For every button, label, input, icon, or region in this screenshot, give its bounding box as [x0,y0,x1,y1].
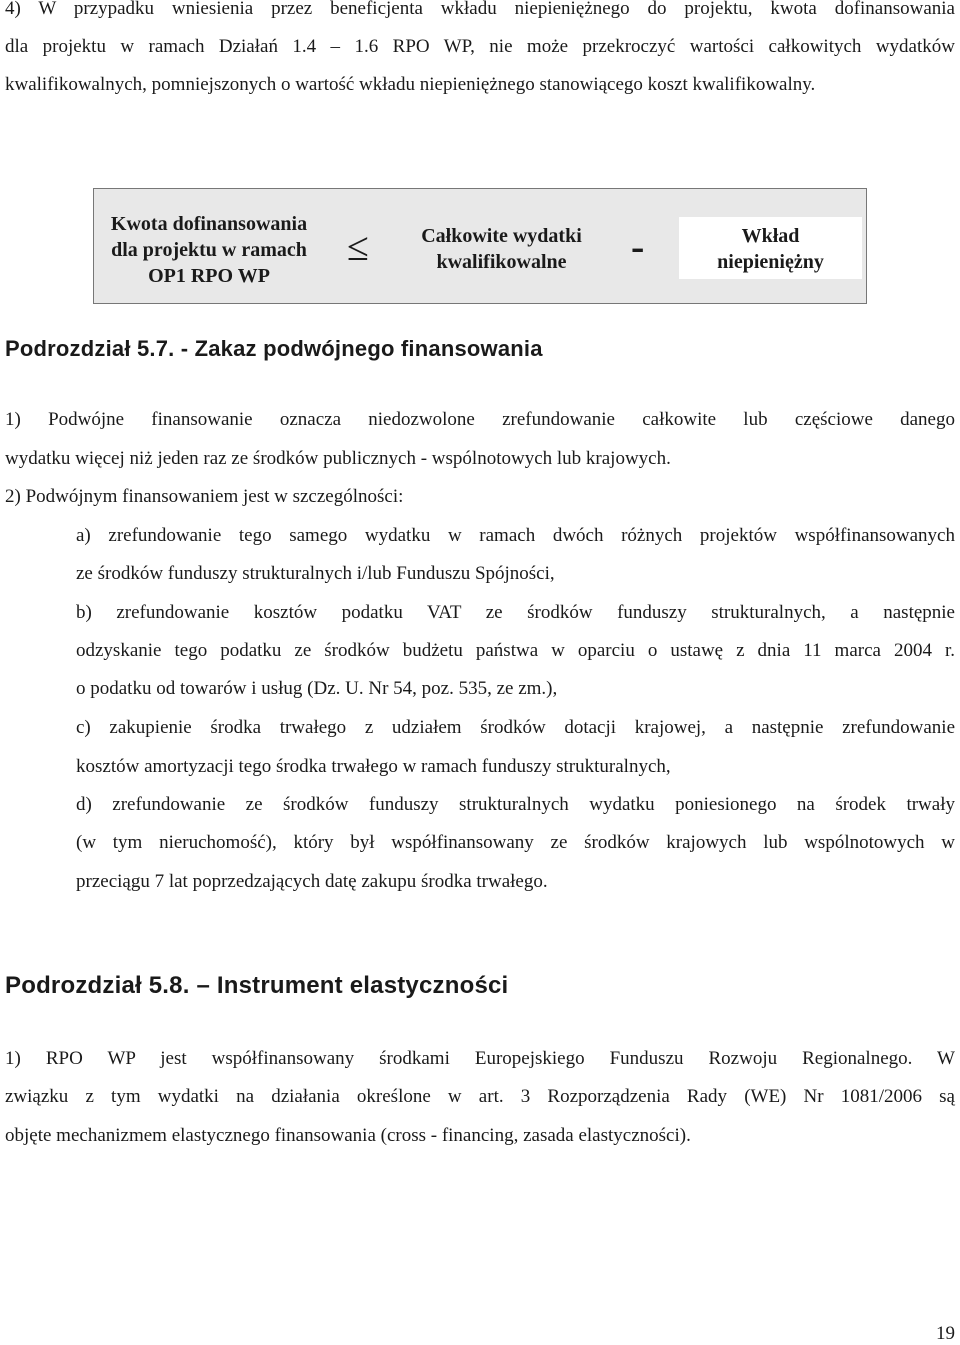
intro-line-2: dla projektu w ramach Działań 1.4 – 1.6 RPO WP, nie może przekroczyć wartości całkowitych wydatków [5,36,955,57]
s57-p1-line-1: 1) Podwójne finansowanie oznacza niedozwolone zrefundowanie całkowite lub częściowe danego [5,409,955,430]
formula-right-line: niepieniężny [717,251,824,273]
s57-item-b-line-3: o podatku od towarów i usług (Dz. U. Nr 54, poz. 535, ze zm.), [76,678,558,699]
s58-p1-line-3: objęte mechanizmem elastycznego finansowania (cross - financing, zasada elastyczności). [5,1125,691,1146]
page-number: 19 [936,1323,955,1344]
formula-middle-line: kwalifikowalne [436,251,567,273]
s58-p1-line-1: 1) RPO WP jest współfinansowany środkami Europejskiego Funduszu Rozwoju Regionalnego. W [5,1048,955,1069]
formula-middle-term [394,223,609,275]
s57-item-c-line-1: c) zakupienie środka trwałego z udziałem środków dotacji krajowej, a następnie zrefundowanie [76,717,955,738]
s58-p1-line-2: związku z tym wydatki na działania określone w art. 3 Rozporządzenia Rady (WE) Nr 1081/2006 są [5,1086,955,1107]
formula-left-line: OP1 RPO WP [148,265,270,287]
intro-line-1: 4) W przypadku wniesienia przez beneficjenta wkładu niepieniężnego do projektu, kwota dofinansowania [5,0,955,19]
formula-minus-sign: - [631,224,645,269]
s57-item-b-line-1: b) zrefundowanie kosztów podatku VAT ze środków funduszy strukturalnych, a następnie [76,602,955,623]
s57-p1-line-2: wydatku więcej niż jeden raz ze środków publicznych - wspólnotowych lub krajowych. [5,448,671,469]
formula-right-line: Wkład [741,225,800,247]
formula-right-term [679,223,862,275]
s57-item-d-line-1: d) zrefundowanie ze środków funduszy strukturalnych wydatku poniesionego na środek trwały [76,794,955,815]
s57-item-d-line-3: przeciągu 7 lat poprzedzających datę zakupu środka trwałego. [76,871,548,892]
s57-item-d-line-2: (w tym nieruchomość), który był współfinansowany ze środków krajowych lub wspólnotowych w [76,832,955,853]
section-58-heading: Podrozdział 5.8. – Instrument elastyczności [5,972,509,999]
formula-left-line: Kwota dofinansowania [110,213,308,235]
section-57-heading: Podrozdział 5.7. - Zakaz podwójnego finansowania [5,336,543,361]
s57-item-b-line-2: odzyskanie tego podatku ze środków budżetu państwa w oparciu o ustawę z dnia 11 marca 2004 r. [76,640,955,661]
formula-box [93,188,867,304]
s57-item-a-line-2: ze środków funduszy strukturalnych i/lub Funduszu Spójności, [76,563,555,584]
formula-middle-line: Całkowite wydatki [421,225,582,247]
s57-item-c-line-2: kosztów amortyzacji tego środka trwałego w ramach funduszy strukturalnych, [76,756,671,777]
formula-left-line: dla projektu w ramach [111,239,307,261]
s57-p2-intro: 2) Podwójnym finansowaniem jest w szczególności: [5,486,404,507]
formula-left-term [94,211,324,289]
s57-item-a-line-1: a) zrefundowanie tego samego wydatku w ramach dwóch różnych projektów współfinansowanych [76,525,955,546]
intro-line-3: kwalifikowalnych, pomniejszonych o wartość wkładu niepieniężnego stanowiącego koszt kwalifikowalny. [5,74,816,95]
formula-relation-sign: ≤ [347,224,369,269]
